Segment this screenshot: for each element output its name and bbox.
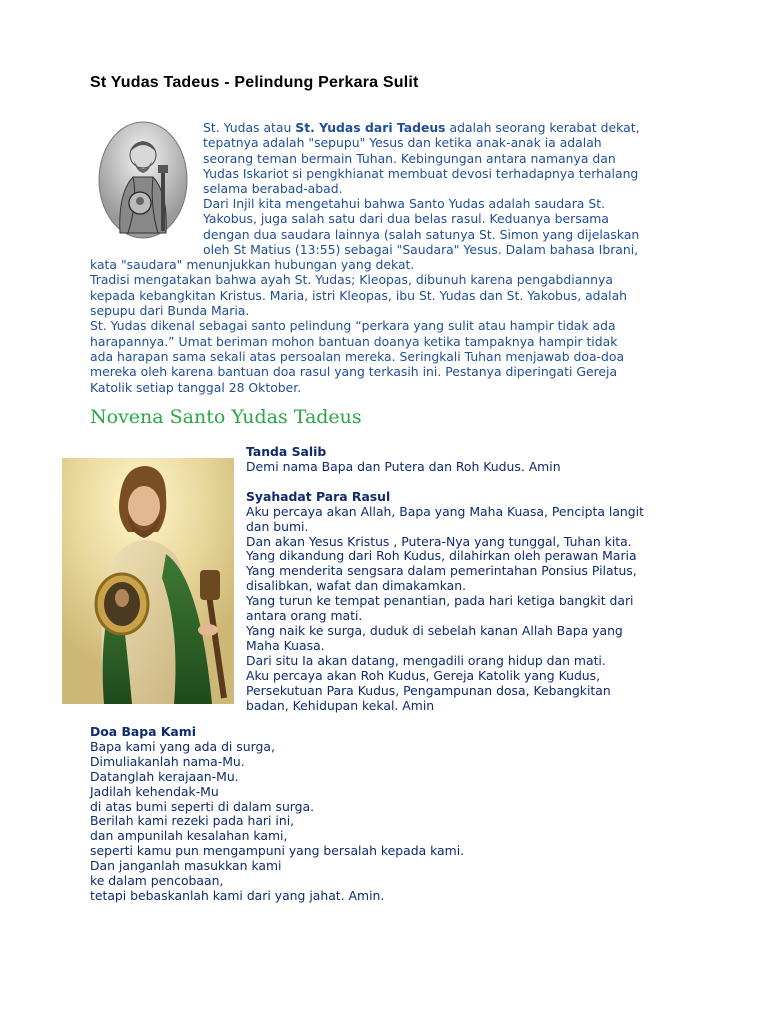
intro-p2-line: Yakobus, juga salah satu dari dua belas rasul. Keduanya bersama <box>203 211 609 227</box>
bapa-kami-line: tetapi bebaskanlah kami dari yang jahat. Amin. <box>90 887 385 903</box>
syahadat-line: Aku percaya akan Roh Kudus, Gereja Katolik yang Kudus, <box>246 667 601 683</box>
page-title: St Yudas Tadeus - Pelindung Perkara Sulit <box>90 74 419 91</box>
syahadat-line: Yang naik ke surga, duduk di sebelah kanan Allah Bapa yang <box>246 622 623 638</box>
novena-prayers-top <box>246 445 666 713</box>
syahadat-heading: Syahadat Para Rasul <box>246 488 391 504</box>
intro-paragraph-rest <box>90 196 690 395</box>
syahadat-line: antara orang mati. <box>246 608 363 624</box>
intro-p1-bold-name: St. Yudas dari Tadeus <box>295 120 446 135</box>
syahadat-line: Persekutuan Para Kudus, Pengampunan dosa, Kebangkitan <box>246 682 611 698</box>
syahadat-line: Aku percaya akan Allah, Bapa yang Maha Kuasa, Pencipta langit <box>246 503 644 519</box>
intro-p1-lead: St. Yudas atau <box>203 120 296 135</box>
syahadat-line: Yang dikandung dari Roh Kudus, dilahirkan oleh perawan Maria <box>246 548 637 564</box>
intro-rest-line: sepupu dari Bunda Maria. <box>90 303 250 319</box>
intro-p2-line: Dari Injil kita mengetahui bahwa Santo Yudas adalah saudara St. <box>203 196 606 211</box>
intro-p1-line: seorang teman bermain Tuhan. Kebingungan antara namanya dan <box>203 150 616 166</box>
bapa-kami-line: Berilah kami rezeki pada hari ini, <box>90 813 295 829</box>
syahadat-line: dan bumi. <box>246 518 309 534</box>
bapa-kami-line: dan ampunilah kesalahan kami, <box>90 828 288 844</box>
tanda-salib-heading: Tanda Salib <box>246 444 327 459</box>
intro-rest-line: Tradisi mengatakan bahwa ayah St. Yudas; Kleopas, dibunuh karena pengabdiannya <box>90 272 613 288</box>
intro-rest-line: ada harapan sama sekali atas persoalan mereka. Seringkali Tuhan menjawab doa-doa <box>90 348 625 364</box>
bapa-kami-line: Dimuliakanlah nama-Mu. <box>90 753 245 769</box>
intro-p2-line: oleh St Matius (13:55) sebagai "Saudara" Yesus. Dalam bahasa Ibrani, <box>203 241 639 257</box>
syahadat-line: Yang turun ke tempat penantian, pada hari ketiga bangkit dari <box>246 593 634 609</box>
intro-p1-line: tepatnya adalah "sepupu" Yesus dan ketika anak-anak ia adalah <box>203 135 602 151</box>
bapa-kami-line: seperti kamu pun mengampuni yang bersalah kepada kami. <box>90 843 465 859</box>
novena-title: Novena Santo Yudas Tadeus <box>90 406 362 428</box>
bapa-kami-prayer <box>90 725 590 904</box>
syahadat-line: Dan akan Yesus Kristus , Putera-Nya yang tunggal, Tuhan kita. <box>246 533 632 549</box>
syahadat-line: Dari situ Ia akan datang, mengadili orang hidup dan mati. <box>246 652 606 668</box>
bapa-kami-heading: Doa Bapa Kami <box>90 724 196 739</box>
intro-p1-line: selama berabad-abad. <box>203 181 343 197</box>
bapa-kami-line: Datanglah kerajaan-Mu. <box>90 768 239 784</box>
st-yudas-color-image <box>62 458 234 704</box>
bapa-kami-line: Jadilah kehendak-Mu <box>90 783 219 799</box>
intro-rest-line: St. Yudas dikenal sebagai santo pelindung “perkara yang sulit atau hampir tidak ada <box>90 318 616 334</box>
syahadat-line: disalibkan, wafat dan dimakamkan. <box>246 578 467 594</box>
intro-paragraph-1 <box>203 120 683 196</box>
tanda-salib-line: Demi nama Bapa dan Putera dan Roh Kudus. Amin <box>246 458 561 474</box>
intro-p1-line: adalah seorang kerabat dekat, <box>445 120 640 135</box>
intro-rest-line: kepada kebangkitan Kristus. Maria, istri Kleopas, ibu St. Yudas dan St. Yakobus, adalah <box>90 287 628 303</box>
intro-p1-line: Yudas Iskariot si pengkhianat membuat devosi terhadapnya terhalang <box>203 165 639 181</box>
intro-rest-line: Katolik setiap tanggal 28 Oktober. <box>90 379 302 395</box>
intro-p2-line: dengan dua saudara lainnya (salah satunya St. Simon yang dijelaskan <box>203 226 640 242</box>
intro-rest-line: kata "saudara" menunjukkan hubungan yang dekat. <box>90 257 415 273</box>
intro-rest-line: mereka oleh karena bantuan doa rasul yang terkasih ini. Pestanya diperingati Gereja <box>90 364 618 380</box>
bapa-kami-line: Dan janganlah masukkan kami <box>90 858 282 874</box>
syahadat-line: badan, Kehidupan kekal. Amin <box>246 697 435 713</box>
bapa-kami-line: ke dalam pencobaan, <box>90 873 224 889</box>
bapa-kami-line: di atas bumi seperti di dalam surga. <box>90 798 315 814</box>
bapa-kami-line: Bapa kami yang ada di surga, <box>90 738 275 754</box>
intro-rest-line: harapannya.” Umat beriman mohon bantuan doanya ketika tampaknya hampir tidak <box>90 333 618 349</box>
syahadat-line: Maha Kuasa. <box>246 637 325 653</box>
syahadat-line: Yang menderita sengsara dalam pemerintahan Ponsius Pilatus, <box>246 563 637 579</box>
